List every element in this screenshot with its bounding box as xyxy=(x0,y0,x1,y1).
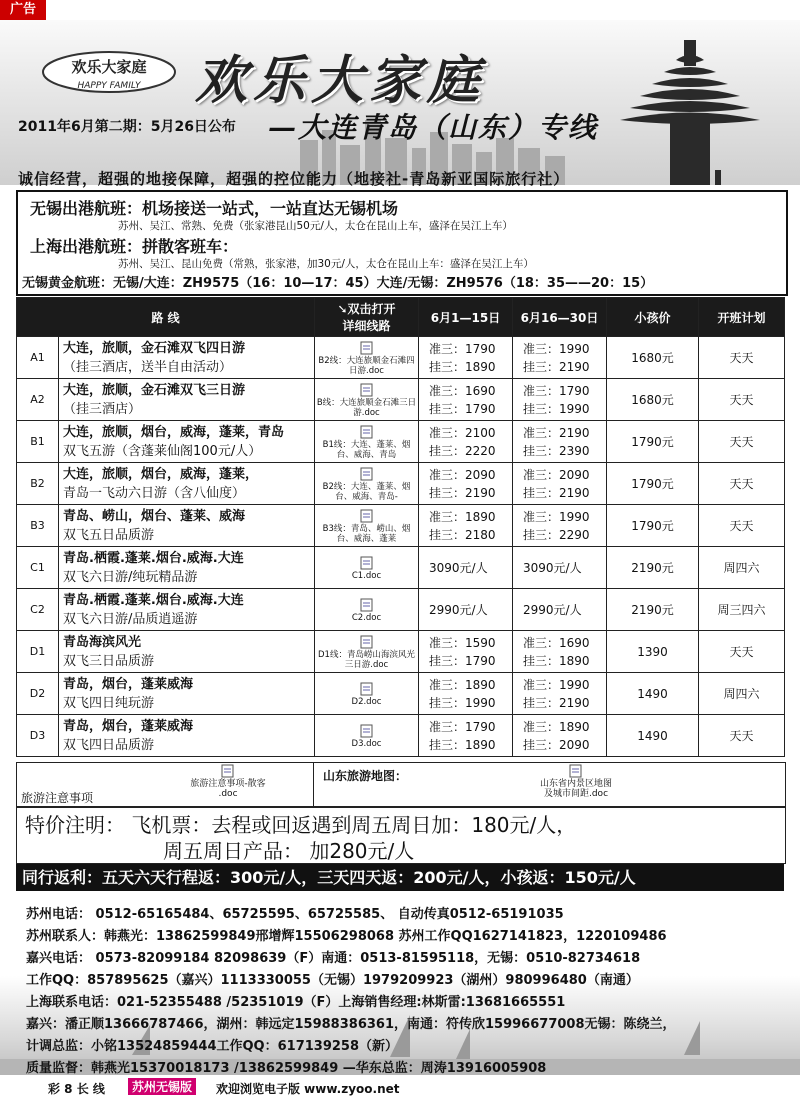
wuxi-flight-detail: 苏州、吴江、常熟、免费（张家港昆山50元/人，太仓在昆山上车，盛泽在吴江上车） xyxy=(118,220,513,232)
document-icon xyxy=(220,764,236,778)
route-doc-link[interactable]: C1.doc xyxy=(315,547,419,589)
child-price: 1390 xyxy=(607,631,699,673)
travel-notes-doc-link[interactable]: 旅游注意事项-散客 .doc xyxy=(173,763,283,799)
ad-label: 广告 xyxy=(0,0,46,20)
price-period-2: 准三：2190 挂三：2390 xyxy=(513,421,607,463)
schedule: 天天 xyxy=(699,337,785,379)
route-doc-link[interactable]: B3线：青岛、崂山、烟台、威海、蓬莱 xyxy=(315,505,419,547)
document-icon xyxy=(359,383,375,397)
travel-notes-label: 旅游注意事项 xyxy=(21,791,94,805)
special-note-line-1: 特价注明： 飞机票：去程或回返遇到周五周日加：180元/人， xyxy=(25,813,577,837)
header-period-1: 6月1—15日 xyxy=(419,298,513,337)
edition-badge: 苏州无锡版 xyxy=(128,1078,196,1095)
route-code: A1 xyxy=(17,337,59,379)
child-price: 1790元 xyxy=(607,421,699,463)
price-period-1: 准三：1890 挂三：2180 xyxy=(419,505,513,547)
price-period-1: 准三：1590 挂三：1790 xyxy=(419,631,513,673)
special-price-note xyxy=(16,806,786,864)
price-period-1: 准三：1790 挂三：1890 xyxy=(419,337,513,379)
route-name: 大连，旅顺，金石滩双飞四日游 （挂三酒店，送半自由活动） xyxy=(59,337,315,379)
route-name: 青岛.栖霞.蓬莱.烟台.威海.大连 双飞六日游/纯玩精品游 xyxy=(59,547,315,589)
route-code: C2 xyxy=(17,589,59,631)
schedule: 天天 xyxy=(699,715,785,757)
wuxi-flight-title: 无锡出港航班：机场接送一站式，一站直达无锡机场 xyxy=(30,199,399,218)
child-price: 2190元 xyxy=(607,547,699,589)
route-code: C1 xyxy=(17,547,59,589)
route-doc-link[interactable]: B2线：大连、蓬莱、烟台、威海、青岛- xyxy=(315,463,419,505)
page-number: 彩 8 长 线 xyxy=(48,1082,105,1096)
special-note-line-2: 周五周日产品： 加280元/人 xyxy=(163,839,415,863)
document-icon xyxy=(359,467,375,481)
child-price: 1680元 xyxy=(607,379,699,421)
schedule: 天天 xyxy=(699,463,785,505)
table-row xyxy=(17,631,785,673)
document-icon xyxy=(359,341,375,355)
route-name: 青岛，烟台，蓬莱威海 双飞四日品质游 xyxy=(59,715,315,757)
price-period-2: 2990元/人 xyxy=(513,589,607,631)
price-period-2: 准三：1890 挂三：2090 xyxy=(513,715,607,757)
table-row xyxy=(17,337,785,379)
price-period-2: 准三：2090 挂三：2190 xyxy=(513,463,607,505)
schedule: 天天 xyxy=(699,379,785,421)
table-row xyxy=(17,463,785,505)
price-period-2: 准三：1790 挂三：1990 xyxy=(513,379,607,421)
route-code: A2 xyxy=(17,379,59,421)
contact-line: 嘉兴：潘正顺13666787466，湖州：韩远定15988386361，南通：符传欣15996677008无锡：陈绕兰， xyxy=(26,1017,676,1032)
table-row xyxy=(17,673,785,715)
table-row xyxy=(17,715,785,757)
route-name: 大连，旅顺，烟台，威海，蓬莱， 青岛一飞动六日游（含八仙度） xyxy=(59,463,315,505)
document-icon xyxy=(359,682,375,696)
shanghai-flight-title: 上海出港航班：拼散客班车： xyxy=(30,237,239,256)
agent-rebate-bar: 同行返利：五天六天行程返：300元/人，三天四天返：200元/人，小孩返：150元/人 xyxy=(16,864,784,891)
child-price: 2190元 xyxy=(607,589,699,631)
flight-info-box xyxy=(16,190,788,296)
price-period-1: 准三：1690 挂三：1790 xyxy=(419,379,513,421)
route-code: B3 xyxy=(17,505,59,547)
table-row xyxy=(17,505,785,547)
header-period-2: 6月16—30日 xyxy=(513,298,607,337)
table-row xyxy=(17,421,785,463)
price-period-1: 准三：1890 挂三：1990 xyxy=(419,673,513,715)
document-icon xyxy=(359,425,375,439)
svg-text:欢乐大家庭: 欢乐大家庭 xyxy=(71,58,147,76)
document-icon xyxy=(359,724,375,738)
travel-notes-cell xyxy=(17,763,314,807)
document-icon xyxy=(359,509,375,523)
contact-line: 计调总监：小铭13524859444工作QQ：617139258（新） xyxy=(26,1039,399,1054)
price-period-1: 准三：2090 挂三：2190 xyxy=(419,463,513,505)
price-period-1: 3090元/人 xyxy=(419,547,513,589)
price-period-1: 准三：1790 挂三：1890 xyxy=(419,715,513,757)
document-icon xyxy=(568,764,584,778)
table-row xyxy=(17,547,785,589)
document-icon xyxy=(359,598,375,612)
route-code: B1 xyxy=(17,421,59,463)
document-icon xyxy=(359,635,375,649)
header-banner xyxy=(0,20,800,185)
schedule: 天天 xyxy=(699,505,785,547)
route-name: 青岛、崂山，烟台、蓬莱、威海 双飞五日品质游 xyxy=(59,505,315,547)
route-name: 青岛，烟台，蓬莱威海 双飞四日纯玩游 xyxy=(59,673,315,715)
header-doc: ➘双击打开 详细线路 xyxy=(315,298,419,337)
route-doc-link[interactable]: D1线：青岛崂山海滨风光三日游.doc xyxy=(315,631,419,673)
schedule: 天天 xyxy=(699,421,785,463)
company-tagline: 诚信经营，超强的地接保障，超强的控位能力（地接社-青岛新亚国际旅行社） xyxy=(18,170,570,188)
child-price: 1490 xyxy=(607,715,699,757)
child-price: 1680元 xyxy=(607,337,699,379)
price-period-2: 准三：1990 挂三：2290 xyxy=(513,505,607,547)
happy-family-logo xyxy=(40,48,178,96)
price-period-1: 2990元/人 xyxy=(419,589,513,631)
route-doc-link[interactable]: B1线：大连、蓬莱、烟台、威海、青岛 xyxy=(315,421,419,463)
route-doc-link[interactable]: B线：大连旅顺金石滩三日游.doc xyxy=(315,379,419,421)
route-code: D2 xyxy=(17,673,59,715)
document-icon xyxy=(359,556,375,570)
svg-text:HAPPY FAMILY: HAPPY FAMILY xyxy=(77,81,141,91)
schedule: 天天 xyxy=(699,631,785,673)
route-price-table xyxy=(16,297,785,757)
price-period-2: 准三：1990 挂三：2190 xyxy=(513,337,607,379)
route-doc-link[interactable]: C2.doc xyxy=(315,589,419,631)
route-code: D1 xyxy=(17,631,59,673)
route-name: 大连，旅顺，烟台，威海，蓬莱，青岛 双飞五游（含蓬莱仙阁100元/人） xyxy=(59,421,315,463)
route-doc-link[interactable]: D2.doc xyxy=(315,673,419,715)
price-period-2: 3090元/人 xyxy=(513,547,607,589)
route-code: D3 xyxy=(17,715,59,757)
contact-section xyxy=(0,895,800,1075)
price-period-1: 准三：2100 挂三：2220 xyxy=(419,421,513,463)
header-schedule: 开班计划 xyxy=(699,298,785,337)
golden-flight: 无锡黄金航班：无锡/大连：ZH9575（16：10—17：45）大连/无锡：ZH9576（18：35——20：15） xyxy=(22,276,654,291)
website-link[interactable]: 欢迎浏览电子版 www.zyoo.net xyxy=(216,1082,400,1096)
shanghai-flight-detail: 苏州、吴江、昆山免费（常熟，张家港，加30元/人，太仓在昆山上车：盛泽在吴江上车） xyxy=(118,258,534,270)
price-period-2: 准三：1690 挂三：1890 xyxy=(513,631,607,673)
contact-line: 嘉兴电话： 0573-82099184 82098639（F）南通：0513-81595118，无锡：0510-82734618 xyxy=(26,951,641,966)
issue-date: 2011年6月第二期：5月26日公布 xyxy=(18,119,236,135)
route-name: 青岛海滨风光 双飞三日品质游 xyxy=(59,631,315,673)
contact-line: 质量监督：韩燕光15370018173 /13862599849 —华东总监：周涛13916005908 xyxy=(26,1061,547,1076)
map-doc-link[interactable]: 山东省内景区地图 及城市间距.doc xyxy=(511,763,641,799)
schedule: 周三四六 xyxy=(699,589,785,631)
child-price: 1490 xyxy=(607,673,699,715)
page-footer xyxy=(0,1076,800,1100)
schedule: 周四六 xyxy=(699,547,785,589)
contact-line: 苏州联系人：韩燕光：13862599849邢增辉15506298068 苏州工作QQ1627141823，1220109486 xyxy=(26,929,667,944)
contact-line: 工作QQ：857895625（嘉兴）1113330055（无锡）1979209923（湖州）980996480（南通） xyxy=(26,973,639,988)
route-name: 大连，旅顺，金石滩双飞三日游 （挂三酒店） xyxy=(59,379,315,421)
table-row xyxy=(17,589,785,631)
schedule: 周四六 xyxy=(699,673,785,715)
arrow-icon: ➘ xyxy=(337,302,348,316)
header-route: 路 线 xyxy=(17,298,315,337)
brand-title: 欢乐大家庭 xyxy=(195,50,486,111)
route-doc-link[interactable]: D3.doc xyxy=(315,715,419,757)
table-header-row xyxy=(17,298,785,337)
contact-line: 上海联系电话：021-52355488 /52351019（F）上海销售经理:林斯雷:13681665551 xyxy=(26,995,566,1010)
child-price: 1790元 xyxy=(607,505,699,547)
table-row xyxy=(17,379,785,421)
notes-section xyxy=(16,762,786,808)
child-price: 1790元 xyxy=(607,463,699,505)
route-code: B2 xyxy=(17,463,59,505)
route-title: —大连青岛（山东）专线 xyxy=(268,111,599,144)
header-child-price: 小孩价 xyxy=(607,298,699,337)
route-name: 青岛.栖霞.蓬莱.烟台.威海.大连 双飞六日游/品质逍遥游 xyxy=(59,589,315,631)
contact-line: 苏州电话： 0512-65165484、65725595、65725585、 自动传真0512-65191035 xyxy=(26,907,564,922)
route-doc-link[interactable]: B2线：大连旅顺金石滩四日游.doc xyxy=(315,337,419,379)
price-period-2: 准三：1990 挂三：2190 xyxy=(513,673,607,715)
map-label: 山东旅游地图： xyxy=(323,769,408,783)
